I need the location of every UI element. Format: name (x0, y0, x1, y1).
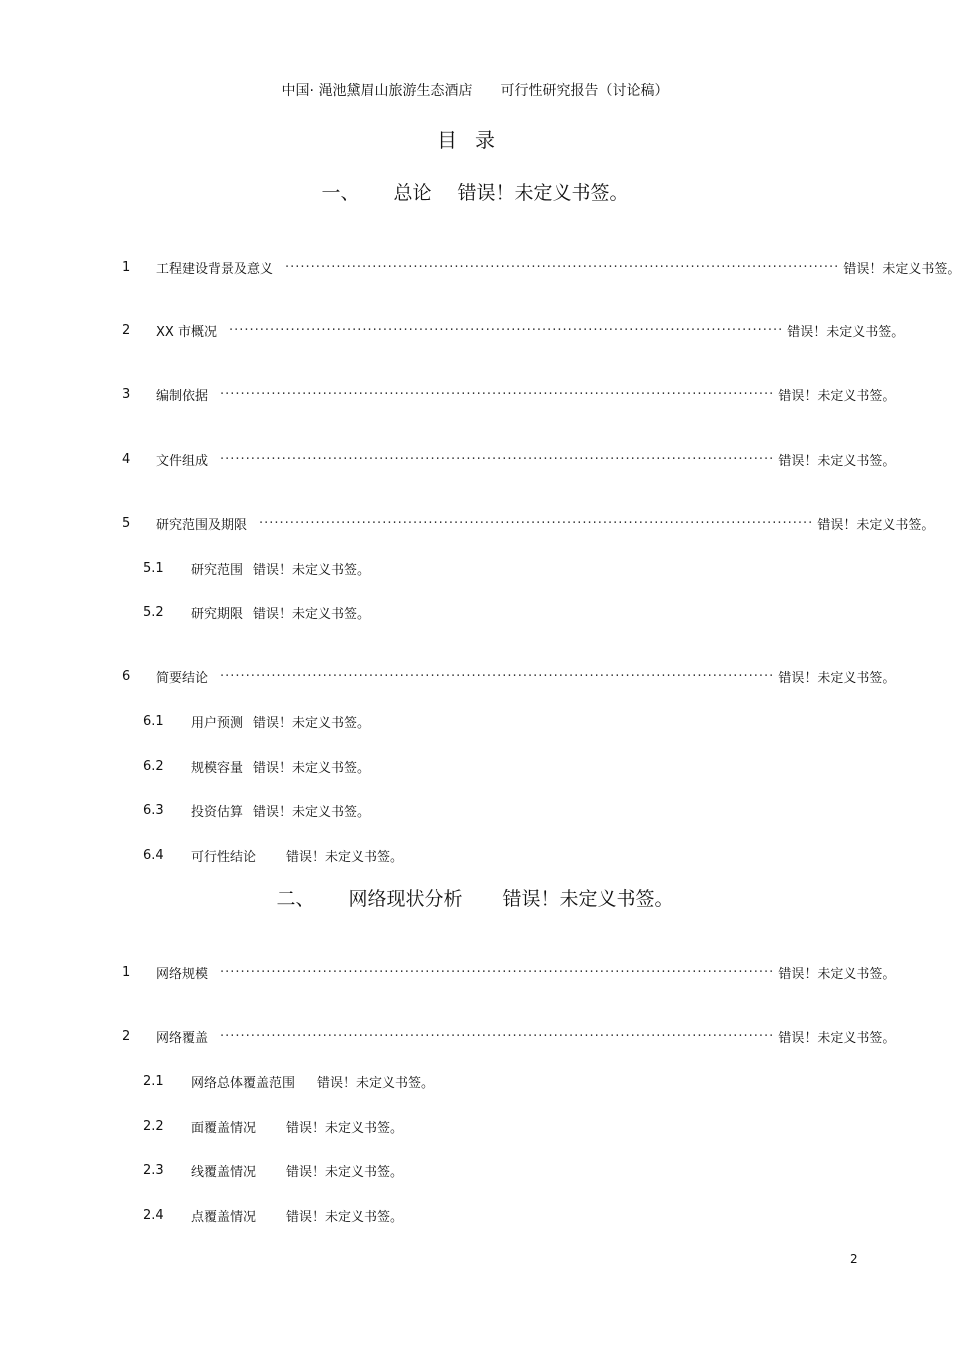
chapter-error: 错误！未定义书签。 (502, 888, 674, 910)
subentry-title: 投资估算 (191, 804, 244, 820)
entry-number: 3 (122, 386, 131, 402)
toc-entry[interactable] (122, 962, 896, 982)
dot-leader: ············································································································ (228, 322, 784, 338)
chapter-heading[interactable] (0, 884, 950, 911)
entry-title: 网络覆盖 (156, 1030, 209, 1046)
toc-subentry[interactable] (143, 1205, 403, 1225)
toc-subentry[interactable] (143, 711, 370, 731)
entry-number: 6 (122, 668, 131, 684)
entry-error: 错误！未定义书签。 (778, 453, 896, 469)
entry-number: 1 (122, 964, 131, 980)
toc-entry[interactable] (122, 1026, 896, 1046)
toc-subentry[interactable] (143, 800, 370, 820)
toc-subentry[interactable] (143, 558, 370, 578)
subentry-number: 5.1 (143, 560, 164, 576)
entry-title: 研究范围及期限 (156, 517, 248, 533)
subentry-error: 错误！未定义书签。 (317, 1075, 435, 1091)
entry-number: 2 (122, 322, 131, 338)
page-number: 2 (850, 1252, 858, 1266)
dot-leader: ············································································································ (285, 259, 840, 275)
entry-error: 错误！未定义书签。 (778, 670, 896, 686)
entry-error: 错误！未定义书签。 (787, 324, 905, 340)
subentry-title: 可行性结论 (191, 849, 257, 865)
subentry-number: 6.1 (143, 713, 164, 729)
chapter-number: 二、 (276, 888, 315, 910)
entry-number: 2 (122, 1028, 131, 1044)
entry-error: 错误！未定义书签。 (778, 966, 896, 982)
subentry-number: 2.4 (143, 1207, 164, 1223)
entry-title: 编制依据 (156, 388, 209, 404)
toc-entry[interactable] (122, 666, 896, 686)
subentry-number: 2.1 (143, 1073, 164, 1089)
entry-error: 错误！未定义书签。 (778, 1030, 896, 1046)
subentry-number: 2.2 (143, 1118, 164, 1134)
toc-subentry[interactable] (143, 1116, 403, 1136)
subentry-title: 研究期限 (191, 606, 244, 622)
subentry-title: 网络总体覆盖范围 (191, 1075, 296, 1091)
chapter-heading[interactable] (0, 178, 950, 205)
page-header: 中国· 渑池黛眉山旅游生态酒店 可行性研究报告（讨论稿） (281, 83, 669, 99)
dot-leader: ············································································································ (220, 964, 775, 980)
subentry-title: 研究范围 (191, 562, 244, 578)
dot-leader: ············································································································ (220, 386, 775, 402)
entry-title: 工程建设背景及意义 (156, 261, 274, 277)
subentry-error: 错误！未定义书签。 (253, 606, 371, 622)
entry-number: 1 (122, 259, 131, 275)
subentry-number: 5.2 (143, 604, 164, 620)
subentry-title: 点覆盖情况 (191, 1209, 257, 1225)
entry-title: 简要结论 (156, 670, 209, 686)
subentry-error: 错误！未定义书签。 (253, 562, 371, 578)
entry-error: 错误！未定义书签。 (817, 517, 935, 533)
toc-entry[interactable] (122, 449, 896, 469)
subentry-title: 用户预测 (191, 715, 244, 731)
subentry-number: 6.4 (143, 847, 164, 863)
toc-entry[interactable] (122, 257, 960, 277)
entry-title: 文件组成 (156, 453, 209, 469)
toc-subentry[interactable] (143, 1160, 403, 1180)
dot-leader: ············································································································ (220, 451, 775, 467)
dot-leader: ············································································································ (259, 515, 814, 531)
toc-subentry[interactable] (143, 756, 370, 776)
chapter-number: 一、 (321, 182, 360, 204)
entry-number: 4 (122, 451, 131, 467)
toc-entry[interactable] (122, 384, 896, 404)
entry-title: XX 市概况 (156, 324, 217, 340)
subentry-title: 规模容量 (191, 760, 244, 776)
subentry-error: 错误！未定义书签。 (286, 1120, 404, 1136)
subentry-title: 线覆盖情况 (191, 1164, 257, 1180)
entry-error: 错误！未定义书签。 (843, 261, 960, 277)
subentry-title: 面覆盖情况 (191, 1120, 257, 1136)
chapter-title: 总论 (393, 182, 432, 204)
subentry-error: 错误！未定义书签。 (286, 1209, 404, 1225)
toc-title: 目录 (437, 128, 513, 152)
subentry-error: 错误！未定义书签。 (286, 849, 404, 865)
entry-title: 网络规模 (156, 966, 209, 982)
toc-subentry[interactable] (143, 602, 370, 622)
entry-error: 错误！未定义书签。 (778, 388, 896, 404)
subentry-error: 错误！未定义书签。 (253, 804, 371, 820)
entry-number: 5 (122, 515, 131, 531)
toc-entry[interactable] (122, 320, 905, 340)
toc-subentry[interactable] (143, 1071, 434, 1091)
toc-entry[interactable] (122, 513, 935, 533)
subentry-number: 6.3 (143, 802, 164, 818)
chapter-title: 网络现状分析 (348, 888, 463, 910)
subentry-number: 2.3 (143, 1162, 164, 1178)
dot-leader: ············································································································ (220, 668, 775, 684)
subentry-error: 错误！未定义书签。 (253, 715, 371, 731)
subentry-error: 错误！未定义书签。 (253, 760, 371, 776)
dot-leader: ············································································································ (220, 1028, 775, 1044)
toc-subentry[interactable] (143, 845, 403, 865)
subentry-error: 错误！未定义书签。 (286, 1164, 404, 1180)
chapter-error: 错误！未定义书签。 (457, 182, 629, 204)
subentry-number: 6.2 (143, 758, 164, 774)
